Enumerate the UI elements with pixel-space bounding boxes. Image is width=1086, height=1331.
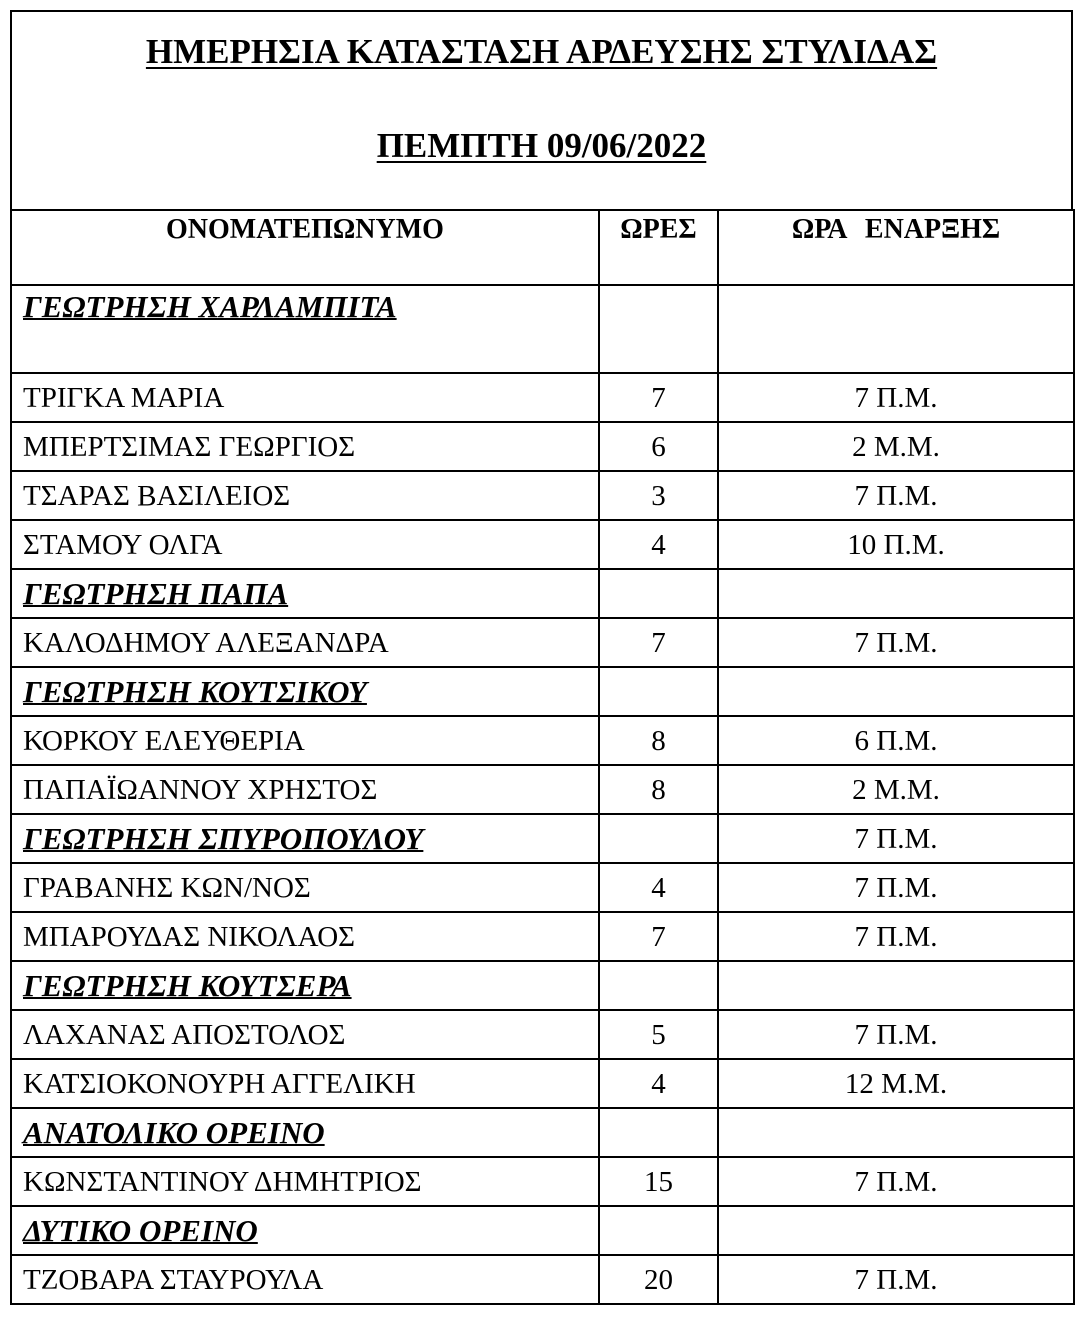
section-title: ΓΕΩΤΡΗΣΗ ΧΑΡΛΑΜΠΙΤΑ [11, 285, 599, 373]
section-title: ΓΕΩΤΡΗΣΗ ΣΠΥΡΟΠΟΥΛΟΥ [11, 814, 599, 863]
section-hours [599, 285, 718, 373]
document [10, 10, 1073, 1305]
irrigation-table [10, 209, 1075, 1305]
section-start-time [718, 961, 1074, 1010]
irrigation-hours: 8 [599, 765, 718, 814]
table-row [11, 471, 1074, 520]
section-row [11, 1108, 1074, 1157]
person-name: ΚΟΡΚΟΥ ΕΛΕΥΘΕΡΙΑ [11, 716, 599, 765]
start-time: 7 Π.Μ. [718, 912, 1074, 961]
section-hours [599, 961, 718, 1010]
section-hours [599, 814, 718, 863]
person-name: ΛΑΧΑΝΑΣ ΑΠΟΣΤΟΛΟΣ [11, 1010, 599, 1059]
irrigation-hours: 15 [599, 1157, 718, 1206]
section-start-time [718, 667, 1074, 716]
table-row [11, 1010, 1074, 1059]
section-title: ΑΝΑΤΟΛΙΚΟ ΟΡΕΙΝΟ [11, 1108, 599, 1157]
section-row [11, 1206, 1074, 1255]
section-row [11, 814, 1074, 863]
section-start-time [718, 1206, 1074, 1255]
section-title: ΓΕΩΤΡΗΣΗ ΠΑΠΑ [11, 569, 599, 618]
person-name: ΚΑΛΟΔΗΜΟΥ ΑΛΕΞΑΝΔΡΑ [11, 618, 599, 667]
person-name: ΤΡΙΓΚΑ ΜΑΡΙΑ [11, 373, 599, 422]
section-hours [599, 1108, 718, 1157]
start-time: 10 Π.Μ. [718, 520, 1074, 569]
irrigation-hours: 6 [599, 422, 718, 471]
person-name: ΣΤΑΜΟΥ ΟΛΓΑ [11, 520, 599, 569]
table-row [11, 912, 1074, 961]
irrigation-table-body [11, 210, 1074, 1304]
irrigation-hours: 4 [599, 520, 718, 569]
person-name: ΓΡΑΒΑΝΗΣ ΚΩΝ/ΝΟΣ [11, 863, 599, 912]
table-row [11, 373, 1074, 422]
section-hours [599, 1206, 718, 1255]
irrigation-hours: 8 [599, 716, 718, 765]
start-time: 6 Π.Μ. [718, 716, 1074, 765]
table-row [11, 863, 1074, 912]
person-name: ΜΠΕΡΤΣΙΜΑΣ ΓΕΩΡΓΙΟΣ [11, 422, 599, 471]
table-row [11, 765, 1074, 814]
start-time: 7 Π.Μ. [718, 1157, 1074, 1206]
section-start-time: 7 Π.Μ. [718, 814, 1074, 863]
table-row [11, 618, 1074, 667]
person-name: ΠΑΠΑΪΩΑΝΝΟΥ ΧΡΗΣΤΟΣ [11, 765, 599, 814]
start-time: 7 Π.Μ. [718, 863, 1074, 912]
person-name: ΤΖΟΒΑΡΑ ΣΤΑΥΡΟΥΛΑ [11, 1255, 599, 1304]
section-row [11, 961, 1074, 1010]
section-row [11, 285, 1074, 373]
table-row [11, 1255, 1074, 1304]
table-row [11, 422, 1074, 471]
start-time: 7 Π.Μ. [718, 618, 1074, 667]
person-name: ΚΩΝΣΤΑΝΤΙΝΟΥ ΔΗΜΗΤΡΙΟΣ [11, 1157, 599, 1206]
section-row [11, 569, 1074, 618]
person-name: ΤΣΑΡΑΣ ΒΑΣΙΛΕΙΟΣ [11, 471, 599, 520]
section-title: ΓΕΩΤΡΗΣΗ ΚΟΥΤΣΙΚΟΥ [11, 667, 599, 716]
section-start-time [718, 1108, 1074, 1157]
column-header-start-time: ΩΡΑ ΕΝΑΡΞΗΣ [718, 210, 1074, 285]
section-hours [599, 667, 718, 716]
section-start-time [718, 569, 1074, 618]
irrigation-hours: 20 [599, 1255, 718, 1304]
start-time: 2 Μ.Μ. [718, 422, 1074, 471]
document-header [10, 10, 1073, 209]
report-date: ΠΕΜΠΤΗ 09/06/2022 [376, 126, 707, 165]
start-time: 7 Π.Μ. [718, 373, 1074, 422]
section-title: ΔΥΤΙΚΟ ΟΡΕΙΝΟ [11, 1206, 599, 1255]
person-name: ΚΑΤΣΙΟΚΟΝΟΥΡΗ ΑΓΓΕΛΙΚΗ [11, 1059, 599, 1108]
table-row [11, 520, 1074, 569]
irrigation-hours: 4 [599, 863, 718, 912]
irrigation-hours: 3 [599, 471, 718, 520]
table-row [11, 1157, 1074, 1206]
irrigation-hours: 4 [599, 1059, 718, 1108]
table-row [11, 1059, 1074, 1108]
table-row [11, 716, 1074, 765]
start-time: 2 Μ.Μ. [718, 765, 1074, 814]
start-time: 7 Π.Μ. [718, 1010, 1074, 1059]
start-time: 7 Π.Μ. [718, 1255, 1074, 1304]
section-row [11, 667, 1074, 716]
person-name: ΜΠΑΡΟΥΔΑΣ ΝΙΚΟΛΑΟΣ [11, 912, 599, 961]
start-time: 7 Π.Μ. [718, 471, 1074, 520]
irrigation-hours: 5 [599, 1010, 718, 1059]
table-header-row [11, 210, 1074, 285]
irrigation-hours: 7 [599, 618, 718, 667]
column-header-hours: ΩΡΕΣ [599, 210, 718, 285]
column-header-name: ΟΝΟΜΑΤΕΠΩΝΥΜΟ [11, 210, 599, 285]
start-time: 12 Μ.Μ. [718, 1059, 1074, 1108]
irrigation-hours: 7 [599, 373, 718, 422]
section-title: ΓΕΩΤΡΗΣΗ ΚΟΥΤΣΕΡΑ [11, 961, 599, 1010]
page-title: ΗΜΕΡΗΣΙΑ ΚΑΤΑΣΤΑΣΗ ΑΡΔΕΥΣΗΣ ΣΤΥΛΙΔΑΣ [145, 32, 938, 71]
irrigation-hours: 7 [599, 912, 718, 961]
section-start-time [718, 285, 1074, 373]
section-hours [599, 569, 718, 618]
